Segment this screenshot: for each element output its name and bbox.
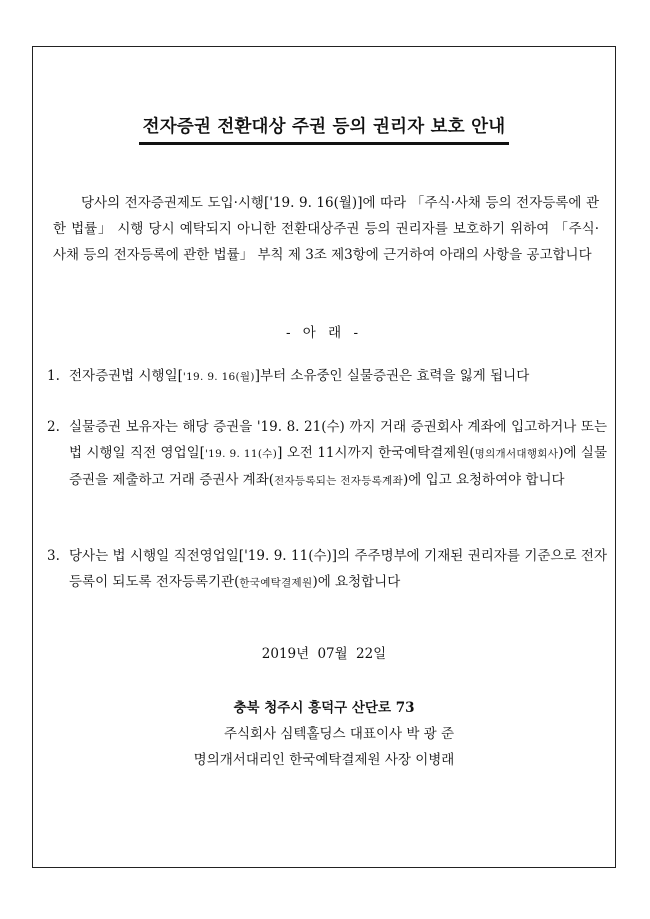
intro-paragraph [53, 190, 599, 268]
list-item-text [69, 363, 607, 390]
item-text-part: )에 요청합니다 [312, 574, 401, 590]
list-item-1 [47, 363, 607, 390]
list-item-number: 3. [47, 548, 60, 564]
company-representative: 주식회사 심텍홀딩스 대표이사 박 광 준 [223, 726, 455, 742]
list-item-3 [47, 543, 607, 596]
list-item-number: 1. [47, 368, 60, 384]
notice-date: 2019년 07월 22일 [261, 646, 387, 662]
item-text-part: 전자증권법 시행일[ [69, 368, 183, 384]
list-item-number: 2. [47, 419, 60, 435]
list-item-2 [47, 414, 607, 494]
title-wrapper [33, 113, 615, 145]
item-text-part: 실물증권 보유자는 해당 증권을 '19. 8. 21(수) 까지 거래 증권회사 계좌에 입고하거나 또는 법 시행일 직전 영업일[ [69, 419, 607, 461]
item-note-small: 한국예탁결제원 [239, 577, 313, 589]
item-note-small: 전자등록되는 전자등록계좌 [274, 475, 403, 487]
section-heading-arae: - 아 래 - [285, 325, 363, 341]
item-note-small: 명의개서대행회사 [474, 448, 559, 460]
notice-title: 전자증권 전환대상 주권 등의 권리자 보호 안내 [139, 113, 510, 145]
item-text-part: )에 입고 요청하여야 합니다 [402, 472, 565, 488]
item-date-small: '19. 9. 16(월) [182, 371, 255, 383]
transfer-agent: 명의개서대리인 한국예탁결제원 사장 이병래 [193, 752, 455, 768]
item-date-small: '19. 9. 11(수) [204, 448, 278, 460]
item-text-part: )에 실물증권을 제출하고 거래 증권사 계좌( [69, 445, 608, 488]
item-text-part: ] 오전 11시까지 한국예탁결제원( [277, 445, 475, 461]
list-item-text [69, 543, 607, 596]
list-item-text [69, 414, 607, 494]
notice-frame [32, 46, 616, 868]
item-text-part: ]부터 소유중인 실물증권은 효력을 잃게 됩니다 [254, 368, 530, 384]
company-address: 충북 청주시 흥덕구 산단로 73 [233, 700, 415, 716]
intro-text: 당사의 전자증권제도 도입·시행['19. 9. 16(월)]에 따라 「주식·사채 등의 전자등록에 관한 법률」 시행 당시 예탁되지 아니한 전환대상주권 등의 권리자를 보호하기 위하여 「주식·사채 등의 전자등록에 관한 법률」 부칙 제 3조 제3항에 근거하여 아래의 사항을 공고합니다 [53, 195, 599, 263]
item-text-part: 당사는 법 시행일 직전영업일['19. 9. 11(수)]의 주주명부에 기재된 권리자를 기준으로 전자등록이 되도록 전자등록기관( [69, 548, 607, 590]
